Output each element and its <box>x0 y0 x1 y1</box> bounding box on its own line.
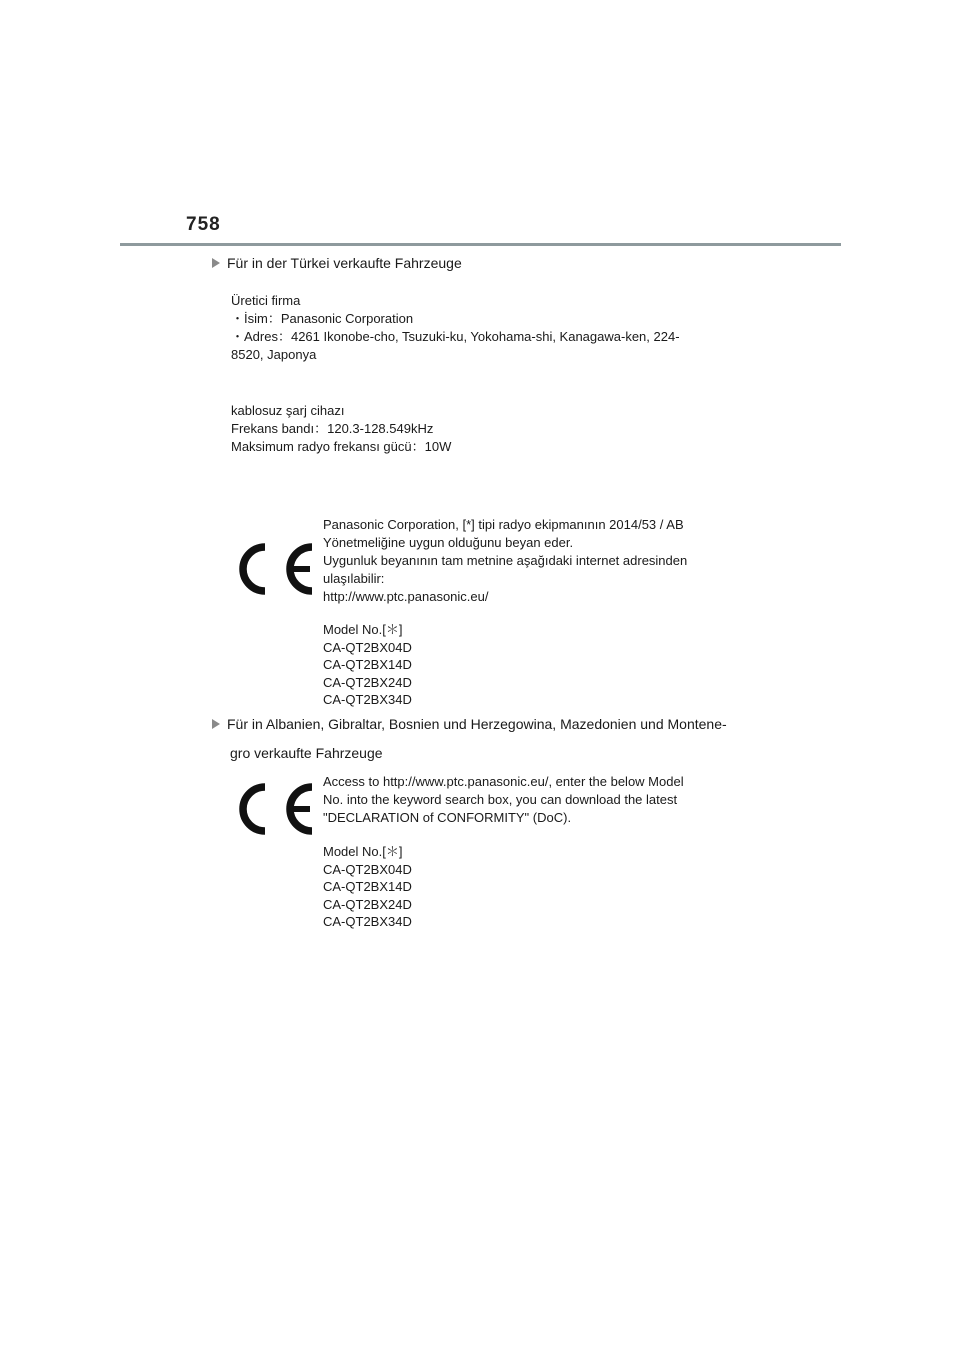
manufacturer-line: Üretici firma <box>231 293 301 308</box>
model-line: CA-QT2BX14D <box>323 879 412 894</box>
device-line: kablosuz şarj cihazı <box>231 403 345 418</box>
section-heading-text-line1: Für in Albanien, Gibraltar, Bosnien und Herzegowina, Mazedonien und Montene- <box>227 716 727 732</box>
declaration-line: "DECLARATION of CONFORMITY" (DoC). <box>323 810 572 825</box>
model-line: Model No.[＊] <box>323 622 403 637</box>
model-list-balkans <box>323 843 412 931</box>
model-line: CA-QT2BX34D <box>323 692 412 707</box>
declaration-line: ulaşılabilir: <box>323 571 385 586</box>
manufacturer-line: 8520, Japonya <box>231 347 317 362</box>
device-line: Maksimum radyo frekansı gücü：10W <box>231 439 452 454</box>
declaration-line: Uygunluk beyanının tam metnine aşağıdaki internet adresinden <box>323 553 688 568</box>
declaration-text-turkish <box>323 516 687 606</box>
declaration-line: Panasonic Corporation, [*] tipi radyo ekipmanının 2014/53 / AB <box>323 517 684 532</box>
model-line: CA-QT2BX04D <box>323 639 412 655</box>
device-line: Frekans bandı：120.3-128.549kHz <box>231 421 434 436</box>
triangle-marker-icon <box>212 719 220 729</box>
section-heading-text-line2: gro verkaufte Fahrzeuge <box>230 745 383 761</box>
model-line: CA-QT2BX24D <box>323 896 412 912</box>
declaration-line: http://www.ptc.panasonic.eu/ <box>323 589 489 604</box>
declaration-line: Access to http://www.ptc.panasonic.eu/, enter the below Model <box>323 774 684 789</box>
manufacturer-line: ・Adres：4261 Ikonobe-cho, Tsuzuki-ku, Yokohama-shi, Kanagawa-ken, 224- <box>231 329 680 344</box>
section-heading-balkans <box>212 711 832 766</box>
manufacturer-info <box>231 292 680 364</box>
declaration-text-english <box>323 773 684 827</box>
model-line: Model No.[＊] <box>323 844 403 859</box>
section-heading-text: Für in der Türkei verkaufte Fahrzeuge <box>227 255 462 271</box>
ce-mark-icon <box>232 538 318 600</box>
model-line: CA-QT2BX14D <box>323 657 412 672</box>
triangle-marker-icon <box>212 258 220 268</box>
manufacturer-line: ・İsim：Panasonic Corporation <box>231 311 414 326</box>
ce-mark-icon <box>232 778 318 840</box>
model-list-turkey <box>323 621 412 709</box>
model-line: CA-QT2BX34D <box>323 914 412 929</box>
header-rule <box>120 243 841 246</box>
model-line: CA-QT2BX24D <box>323 674 412 690</box>
declaration-line: No. into the keyword search box, you can download the latest <box>323 792 678 807</box>
section-heading-turkey <box>212 250 772 276</box>
device-info <box>231 402 451 456</box>
model-line: CA-QT2BX04D <box>323 861 412 877</box>
page-number: 758 <box>186 214 221 235</box>
declaration-line: Yönetmeliğine uygun olduğunu beyan eder. <box>323 535 574 550</box>
